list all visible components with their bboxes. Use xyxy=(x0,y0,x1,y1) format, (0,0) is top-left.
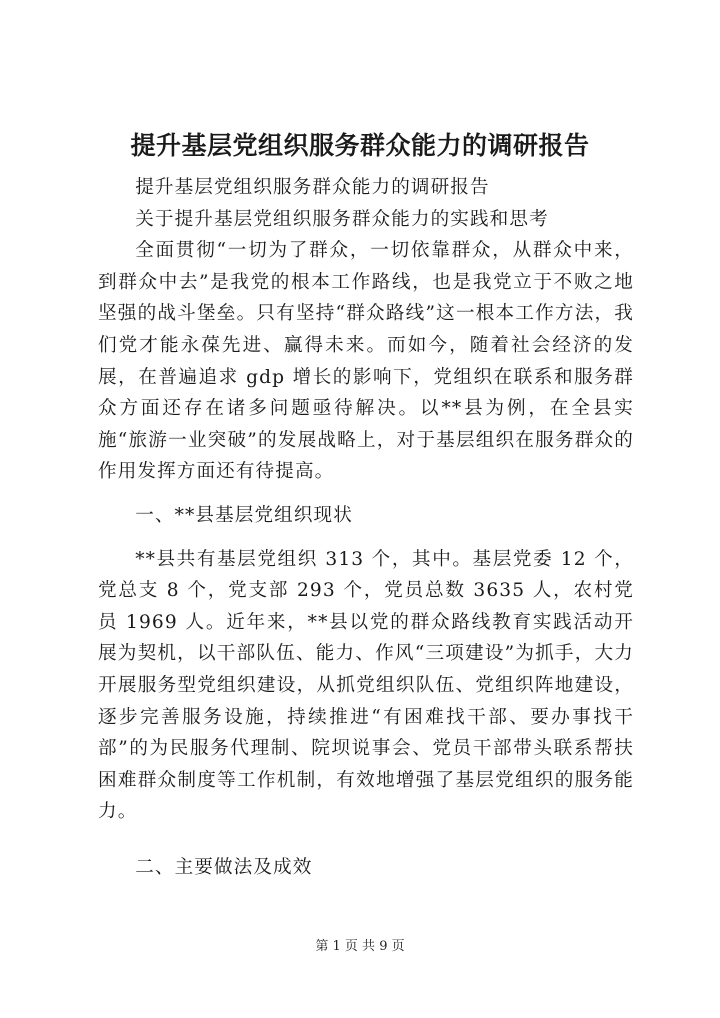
document-title: 提升基层党组织服务群众能力的调研报告 xyxy=(130,131,590,160)
document-body xyxy=(98,172,634,883)
status-paragraph: **县共有基层党组织 313 个，其中。基层党委 12 个，党总支 8 个，党支部 293 个，党员总数 3635 人，农村党员 1969 人。近年来，**县以党的群众路线教育实践活动开展为契机，以干部队伍、能力、作风“三项建设”为抓手，大力开展服务型党组织建设，从抓党组织队伍、党组织阵地建设，逐步完善服务设施，持续推进“有困难找干部、要办事找干部”的为民服务代理制、院坝说事会、党员干部带头联系帮扶困难群众制度等工作机制，有效地增强了基层党组织的服务能力。 xyxy=(98,548,634,823)
section-heading-2: 二、主要做法及成效 xyxy=(135,856,313,878)
section-heading-1: 一、**县基层党组织现状 xyxy=(135,504,353,526)
heading-paragraph: 关于提升基层党组织服务群众能力的实践和思考 xyxy=(135,208,549,230)
page-number-footer: 第 1 页 共 9 页 xyxy=(315,939,405,954)
intro-paragraph: 全面贯彻“一切为了群众，一切依靠群众，从群众中来，到群众中去”是我党的根本工作路线，也是我党立于不败之地坚强的战斗堡垒。只有坚持“群众路线”这一根本工作方法，我们党才能永葆先进、赢得未来。而如今，随着社会经济的发展，在普遍追求 gdp 增长的影响下，党组织在联系和服务群众方面还存在诸多问题亟待解决。以**县为例，在全县实施“旅游一业突破”的发展战略上，对于基层组织在服务群众的作用发挥方面还有待提高。 xyxy=(98,240,634,483)
subtitle-paragraph: 提升基层党组织服务群众能力的调研报告 xyxy=(135,177,490,198)
